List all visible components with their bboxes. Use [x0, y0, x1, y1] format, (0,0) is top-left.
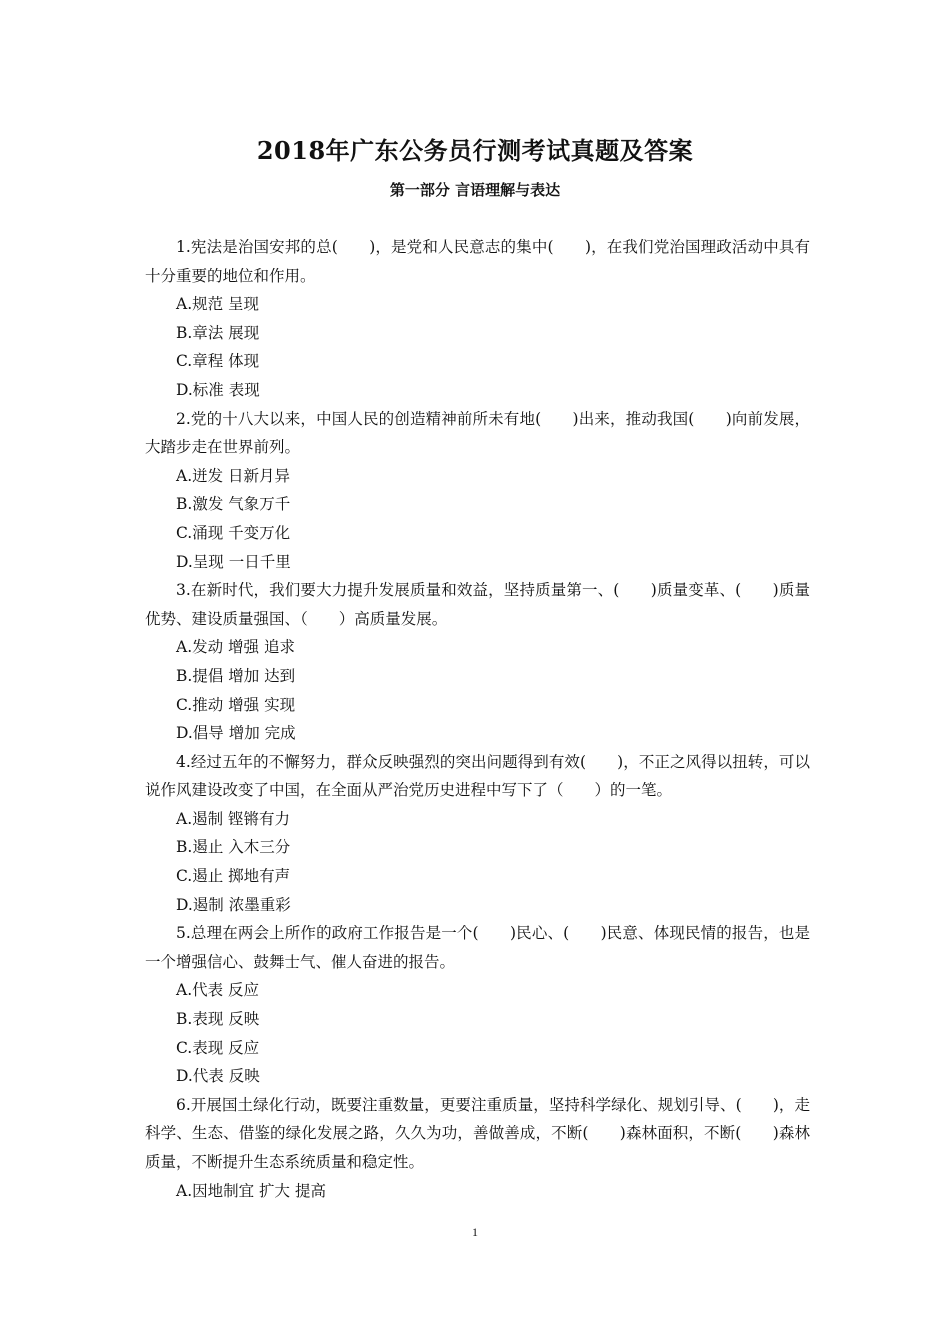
option-a: A.迸发 日新月异 [176, 466, 291, 485]
option-d: D.代表 反映 [176, 1067, 260, 1086]
option-b: B.提倡 增加 达到 [176, 666, 296, 685]
option-a: A.规范 呈现 [176, 295, 260, 314]
option-a: A.因地制宜 扩大 提高 [176, 1181, 326, 1200]
option-d: D.倡导 增加 完成 [176, 724, 296, 743]
question-stem: 5.总理在两会上所作的政府工作报告是一个( )民心、( )民意、体现民情的报告，也是一个增强信心、鼓舞士气、催人奋进的报告。 [145, 924, 810, 971]
section-heading: 第一部分 言语理解与表达 [389, 181, 561, 199]
question-stem: 4.经过五年的不懈努力，群众反映强烈的突出问题得到有效( )，不正之风得以扭转，可以说作风建设改变了中国，在全面从严治党历史进程中写下了（ ）的一笔。 [145, 752, 810, 800]
option-d: D.呈现 一日千里 [176, 552, 291, 571]
option-b: B.遏止 入木三分 [176, 838, 291, 857]
option-c: C.章程 体现 [176, 352, 260, 371]
option-a: A.发动 增强 追求 [176, 638, 295, 657]
option-b: B.激发 气象万千 [176, 495, 291, 514]
question-stem: 6.开展国土绿化行动，既要注重数量，更要注重质量，坚持科学绿化、规划引导、( )，走科学、生态、借鉴的绿化发展之路，久久为功，善做善成，不断( )森林面积，不断( )森林质量，不断提升生态系统质量和稳定性。 [145, 1095, 810, 1171]
question-block [145, 576, 810, 748]
option-a: A.遏制 铿锵有力 [176, 809, 291, 828]
question-stem: 3.在新时代，我们要大力提升发展质量和效益，坚持质量第一、( )质量变革、( )质量优势、建设质量强国、（ ）高质量发展。 [145, 581, 810, 628]
document-title: 2018年广东公务员行测考试真题及答案 [256, 136, 694, 165]
option-c: C.遏止 掷地有声 [176, 867, 291, 886]
question-stem: 1.宪法是治国安邦的总( )，是党和人民意志的集中( )，在我们党治国理政活动中具有十分重要的地位和作用。 [145, 238, 810, 285]
question-block [145, 233, 810, 405]
question-block [145, 748, 810, 920]
option-c: C.涌现 千变万化 [176, 523, 291, 542]
option-b: B.表现 反映 [176, 1010, 260, 1029]
question-block [145, 1091, 810, 1205]
page-number: 1 [472, 1225, 478, 1239]
option-b: B.章法 展现 [176, 323, 260, 342]
option-c: C.表现 反应 [176, 1038, 260, 1057]
option-d: D.遏制 浓墨重彩 [176, 895, 291, 914]
question-block [145, 405, 810, 577]
option-a: A.代表 反应 [176, 981, 260, 1000]
option-c: C.推动 增强 实现 [176, 695, 296, 714]
question-block [145, 919, 810, 1091]
question-stem: 2.党的十八大以来，中国人民的创造精神前所未有地( )出来，推动我国( )向前发展，大踏步走在世界前列。 [145, 409, 810, 457]
option-d: D.标准 表现 [176, 380, 260, 399]
question-list [145, 233, 810, 1205]
